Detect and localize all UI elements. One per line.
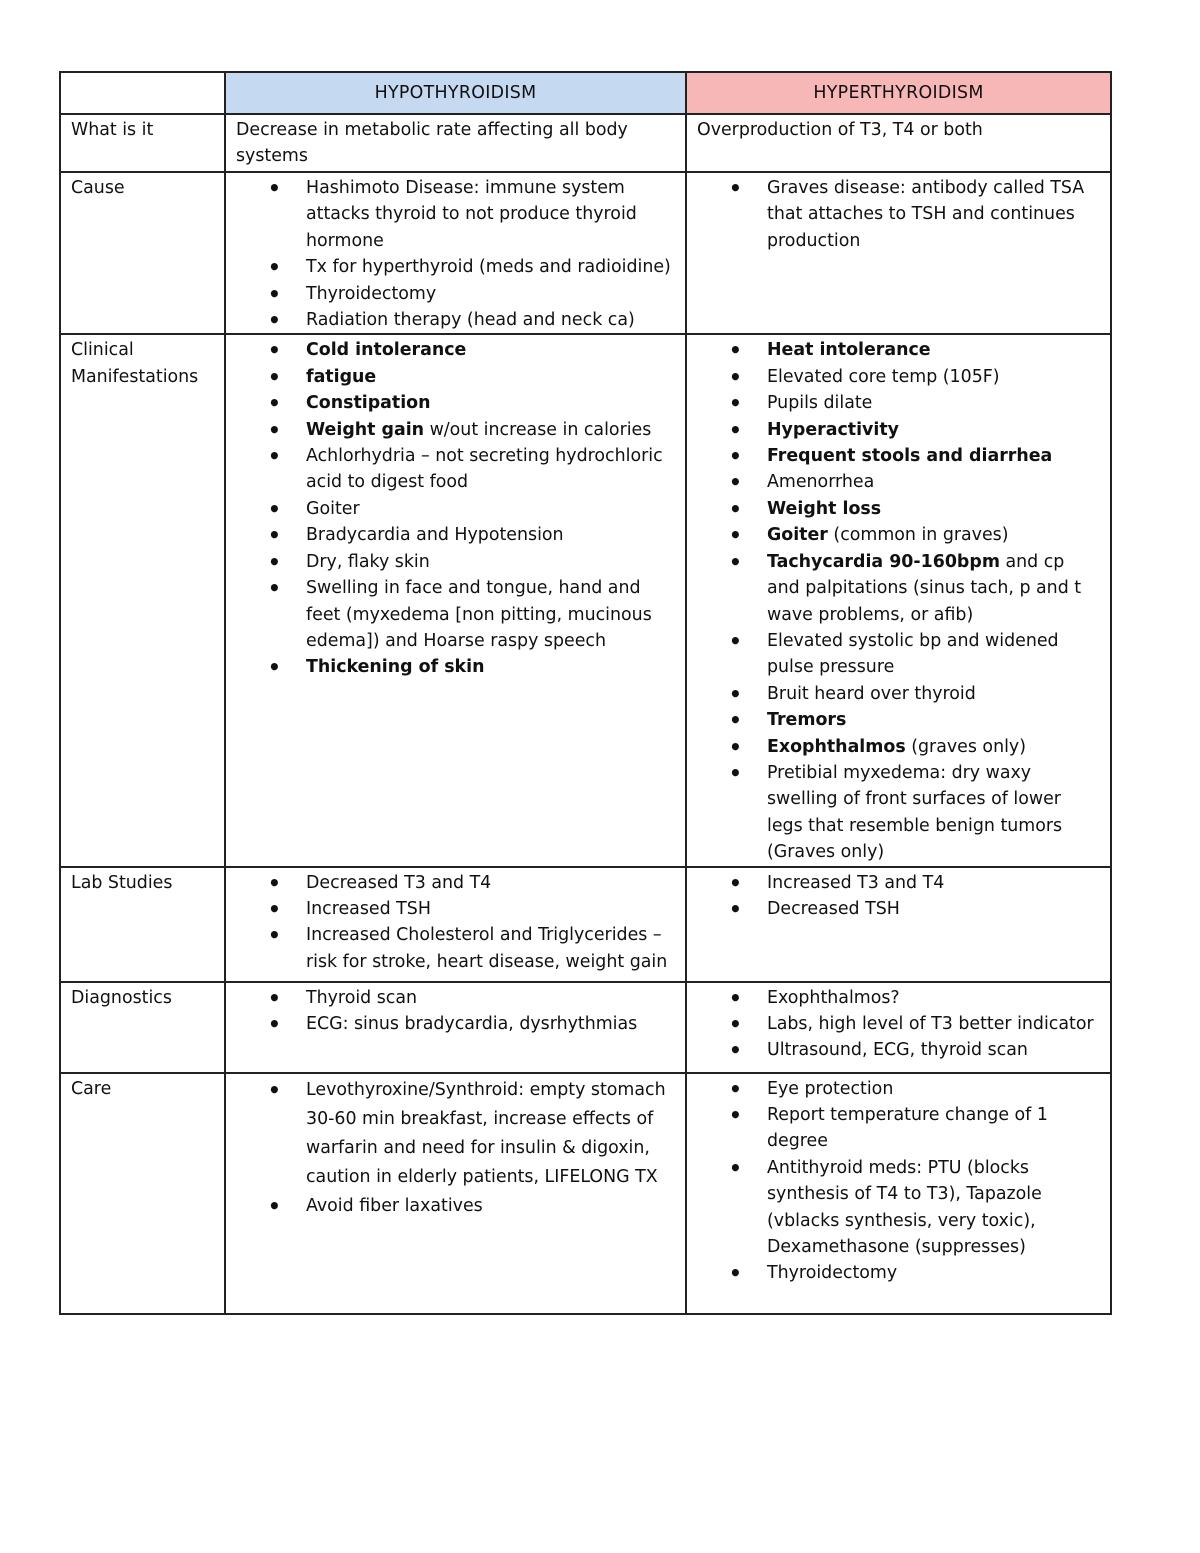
list-item	[226, 496, 675, 522]
list-item-text: Eye protection	[767, 1078, 894, 1099]
row-label: Diagnostics	[60, 982, 225, 1073]
hypo-diag-cell	[225, 982, 686, 1073]
list-item	[687, 1011, 1100, 1037]
list-item-text: Exophthalmos?	[767, 987, 900, 1008]
list-item	[687, 1076, 1100, 1102]
list-item-text: Thyroid scan	[306, 987, 418, 1008]
hyperthyroidism-header: HYPERTHYROIDISM	[686, 72, 1111, 114]
hyper-lab-list	[687, 868, 1100, 923]
list-item-text: Radiation therapy (head and neck ca)	[306, 310, 635, 331]
list-item	[687, 1102, 1100, 1155]
list-item-bold-text: Frequent stools and diarrhea	[767, 446, 1053, 467]
list-item-text: Avoid fiber laxatives	[306, 1195, 483, 1216]
hypo-clinical-list	[226, 335, 675, 680]
list-item-text: Bruit heard over thyroid	[767, 683, 976, 704]
list-item-text: Amenorrhea	[767, 472, 875, 493]
list-item-text: Levothyroxine/Synthroid: empty stomach 30-60 min breakfast, increase effects of warfarin and need for insulin & digoxin, caution in elderly patients, LIFELONG TX	[306, 1079, 666, 1187]
list-item-text: and cp and palpitations (sinus tach, p and t wave problems, or afib)	[767, 551, 1082, 625]
list-item	[226, 175, 675, 254]
list-item-bold-text: fatigue	[306, 366, 377, 387]
list-item-text: Graves disease: antibody called TSA that attaches to TSH and continues production	[767, 178, 1085, 251]
list-item	[687, 1260, 1100, 1286]
list-item	[687, 734, 1100, 760]
hypo-diag-list	[226, 983, 675, 1038]
list-item	[687, 364, 1100, 390]
list-item-bold-text: Heat intolerance	[767, 340, 931, 361]
list-item-text: Swelling in face and tongue, hand and feet (myxedema [non pitting, mucinous edema]) and Hoarse raspy speech	[306, 578, 652, 651]
list-item	[687, 985, 1100, 1011]
list-item	[687, 628, 1100, 681]
list-item	[226, 522, 675, 548]
list-item-bold-text: Exophthalmos	[767, 736, 906, 757]
table-row-care	[60, 1073, 1111, 1314]
list-item-text: Bradycardia and Hypotension	[306, 525, 564, 546]
list-item	[226, 1076, 675, 1192]
hyper-care-cell	[686, 1073, 1111, 1314]
header-row	[60, 72, 1111, 114]
list-item	[226, 443, 675, 496]
list-item	[226, 417, 675, 443]
hypo-cause-cell	[225, 172, 686, 334]
list-item	[226, 870, 675, 896]
hyper-care-list	[687, 1074, 1100, 1287]
row-label: Cause	[60, 172, 225, 334]
list-item-text: Goiter	[306, 498, 360, 519]
list-item-text: Report temperature change of 1 degree	[767, 1104, 1048, 1152]
hyper-cause-list	[687, 173, 1100, 254]
row-label: Lab Studies	[60, 867, 225, 982]
list-item-text: Decreased T3 and T4	[306, 872, 492, 893]
hypo-lab-list	[226, 868, 675, 976]
list-item-text: Elevated systolic bp and widened pulse pressure	[767, 630, 1059, 678]
list-item-text: Dry, flaky skin	[306, 551, 430, 572]
list-item-bold-text: Tachycardia 90-160bpm	[767, 551, 1000, 572]
list-item-bold-text: Goiter	[767, 525, 828, 546]
list-item-text: w/out increase in calories	[424, 419, 652, 440]
list-item	[687, 896, 1100, 922]
list-item	[687, 522, 1100, 548]
list-item-text: Thyroidectomy	[767, 1263, 898, 1284]
list-item-text: Pretibial myxedema: dry waxy swelling of front surfaces of lower legs that resemble benign tumors (Graves only)	[767, 762, 1063, 863]
list-item	[226, 575, 675, 654]
list-item-text: Elevated core temp (105F)	[767, 366, 1000, 387]
list-item-bold-text: Cold intolerance	[306, 340, 467, 361]
list-item	[226, 1011, 675, 1037]
list-item-bold-text: Thickening of skin	[306, 657, 485, 678]
list-item-text: Hashimoto Disease: immune system attacks thyroid to not produce thyroid hormone	[306, 178, 637, 251]
list-item	[687, 870, 1100, 896]
hypo-definition: Decrease in metabolic rate affecting all body systems	[225, 114, 686, 172]
list-item-text: Achlorhydria – not secreting hydrochloric acid to digest food	[306, 446, 663, 493]
list-item	[687, 496, 1100, 522]
hypo-care-cell	[225, 1073, 686, 1314]
list-item-text: Pupils dilate	[767, 393, 873, 414]
hypothyroidism-header: HYPOTHYROIDISM	[225, 72, 686, 114]
hyper-diag-cell	[686, 982, 1111, 1073]
list-item	[226, 654, 675, 680]
list-item-text: Ultrasound, ECG, thyroid scan	[767, 1040, 1028, 1061]
table-row-cause	[60, 172, 1111, 334]
list-item	[226, 549, 675, 575]
list-item	[687, 443, 1100, 469]
hyper-diag-list	[687, 983, 1100, 1064]
list-item-text: ECG: sinus bradycardia, dysrhythmias	[306, 1013, 638, 1034]
list-item-bold-text: Weight loss	[767, 498, 882, 519]
list-item	[226, 985, 675, 1011]
list-item	[687, 1155, 1100, 1261]
list-item	[687, 1037, 1100, 1063]
list-item-bold-text: Constipation	[306, 393, 431, 414]
hyper-clinical-cell	[686, 334, 1111, 866]
comparison-table	[59, 71, 1112, 1315]
table-row-diagnostics	[60, 982, 1111, 1073]
list-item-text: Increased TSH	[306, 898, 431, 919]
list-item	[687, 390, 1100, 416]
list-item-bold-text: Weight gain	[306, 419, 425, 440]
hyper-clinical-list	[687, 335, 1100, 865]
table-row-clinical-manifestations	[60, 334, 1111, 866]
list-item	[226, 896, 675, 922]
list-item-text: Increased T3 and T4	[767, 872, 945, 893]
list-item	[226, 254, 675, 280]
list-item	[226, 307, 675, 333]
list-item	[687, 417, 1100, 443]
list-item-text: Decreased TSH	[767, 898, 900, 919]
row-label: Care	[60, 1073, 225, 1314]
list-item	[687, 549, 1100, 628]
hyper-cause-cell	[686, 172, 1111, 334]
list-item-text: (graves only)	[905, 736, 1026, 757]
row-label: Clinical Manifestations	[60, 334, 225, 866]
list-item	[226, 922, 675, 975]
list-item-text: Thyroidectomy	[306, 283, 437, 304]
hypo-care-list	[226, 1074, 675, 1221]
list-item	[226, 1192, 675, 1221]
row-label: What is it	[60, 114, 225, 172]
list-item	[687, 175, 1100, 254]
list-item-text: Antithyroid meds: PTU (blocks synthesis of T4 to T3), Tapazole (vblacks synthesis, very toxic), Dexamethasone (suppresses)	[767, 1157, 1042, 1257]
list-item-text: Tx for hyperthyroid (meds and radioidine)	[306, 257, 671, 278]
hypo-lab-cell	[225, 867, 686, 982]
corner-cell	[60, 72, 225, 114]
list-item	[687, 469, 1100, 495]
table-row-lab-studies	[60, 867, 1111, 982]
list-item	[687, 337, 1100, 363]
hyper-lab-cell	[686, 867, 1111, 982]
list-item-text: (common in graves)	[827, 525, 1009, 546]
list-item	[226, 390, 675, 416]
hyper-definition: Overproduction of T3, T4 or both	[686, 114, 1111, 172]
list-item-bold-text: Tremors	[767, 710, 847, 731]
list-item	[226, 281, 675, 307]
table-row-what-is-it	[60, 114, 1111, 172]
hypo-clinical-cell	[225, 334, 686, 866]
list-item	[687, 681, 1100, 707]
list-item	[687, 707, 1100, 733]
hypo-cause-list	[226, 173, 675, 333]
list-item-text: Increased Cholesterol and Triglycerides – risk for stroke, heart disease, weight gain	[306, 925, 668, 972]
list-item	[226, 364, 675, 390]
list-item-bold-text: Hyperactivity	[767, 419, 899, 440]
list-item-text: Labs, high level of T3 better indicator	[767, 1013, 1094, 1034]
list-item	[226, 337, 675, 363]
list-item	[687, 760, 1100, 866]
